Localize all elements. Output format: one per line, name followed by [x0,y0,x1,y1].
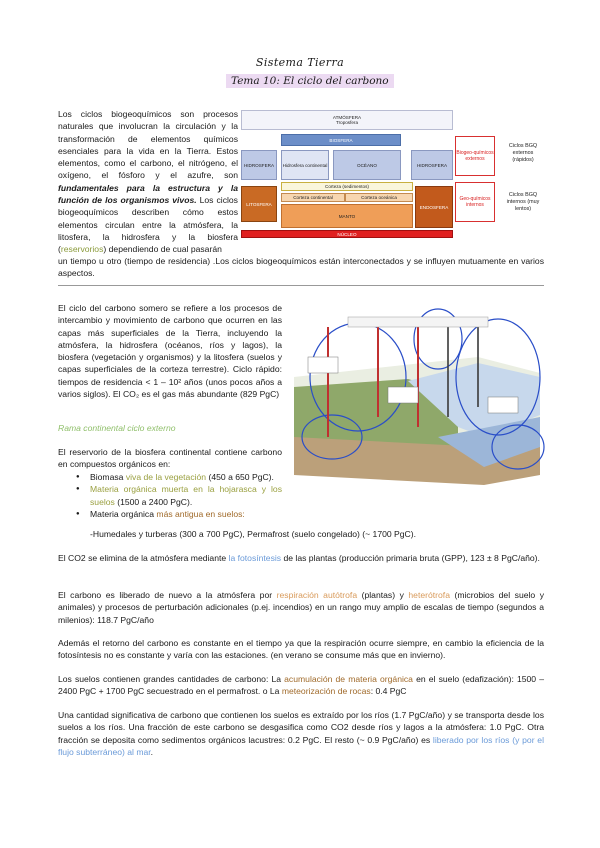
list-item [58,471,282,483]
reservorio-paragraph: El reservorio de la biosfera continental contiene carbono en compuestos orgánicos en: [58,447,282,470]
humedales-line: -Humedales y turberas (300 a 700 PgC), Permafrost (suelo congelado) (~ 1700 PgC). [90,529,417,539]
biogeoquimicos-externos-label: Biogeo-químicos externos [455,136,495,176]
corteza-continental-box: Corteza continental [281,193,345,202]
intro-text-3: ) dependiendo de cual pasarán [103,244,222,255]
spheres-diagram [241,110,546,240]
biomasa-value: (450 a 650 PgC). [206,472,274,482]
rios-paragraph [58,709,544,758]
intro-reservorios: reservorios [60,244,104,255]
intro-emphasis: fundamentales para la estructura y la función de los organismos vivos. [58,182,238,206]
troposfera-label: Troposfera [335,120,359,125]
manto-box: MANTO [281,204,413,228]
page-title: Sistema Tierra [255,56,345,69]
intro-text-1: Los ciclos biogeoquímicos son procesos naturales que involucran la circulación y la transformación de elementos químicos esenciales para la vida en la Tierra. Estos elementos, como el carbono, el nitrógeno, el oxígeno, el fósforo y el azufre, son [58,109,238,181]
heterotrofa-highlight: heterótrofa [408,590,450,600]
intro-text-2: Los ciclos biogeoquímicos describen cómo estos elementos circulan entre la atmósfera, la litosfera, la hidrosfera y la biosfera ( [58,195,238,255]
materia-antigua-highlight: más antigua en suelos: [156,508,245,519]
biosfera-box: BIOSFERA [281,134,401,146]
ciclos-externos-label: Ciclos BGQ externos (rápidos) [508,142,538,163]
rios-text-a: Una cantidad significativa de carbono que contienen los suelos es extraído por los ríos (1.7 PgC/año) y se transporta desde los suelos a los ríos. Una fracción de este carbono se desgasifica como CO2 desde ríos y lagos a la atmósfera: 1.0 PgC. Otra fracción se deposita como sedimentos orgánicos lacustres: 0.2 PgC. El resto (~ 0.9 PgC/año) es [58,710,544,745]
hidrosfera-right-box: HIDROSFERA [411,150,453,180]
section-divider [58,285,544,286]
carbon-cycle-illustration [288,297,546,487]
geoquimicos-internos-label: Geo-químicos internos [455,182,495,222]
nucleo-box: NÚCLEO [241,230,453,238]
liberado-text-c: (microbios del suelo y animales) y procesos de perturbación adicionales (p.ej. incendios) en un rango muy amplio de escalas de tiempo (segundos a milenios): 118.7 PgC/año [58,590,545,625]
suelos-text-b: en el suelo (edafización): 1500 – 2400 PgC + 1700 PgC secuestrado en el permafrost. o La [58,674,544,697]
hidrosfera-left-box: HIDROSFERA [241,150,277,180]
endosfera-box: ENDOSFERA [415,186,453,228]
intro-continuation: un tiempo u otro (tiempo de residencia) .Los ciclos biogeoquímicos están interconectados y se influyen mutuamente en varios aspectos. [58,256,544,279]
suelos-paragraph [58,673,544,698]
biomasa-text: Biomasa [90,472,126,482]
ciclos-internos-label: Ciclos BGQ internos (muy lentos) [506,191,540,212]
suelos-text-c: : 0.4 PgC [370,686,407,697]
rios-text-b: . [150,746,154,757]
materia-muerta-highlight: Materia orgánica muerta en la hojarasca y los suelos [90,484,282,507]
hidrosfera-continental-box: Hidrosfera continental [281,150,329,180]
carbon-cycle-figure [288,297,546,487]
liberado-text-b: (plantas) y [357,590,409,600]
meteorizacion-highlight: meteorización de rocas [281,686,371,697]
reservorio-list [58,471,282,520]
atmosfera-label: ATMÓSFERA [332,115,362,120]
corteza-oceanica-box: Corteza oceánica [345,193,413,202]
biomasa-highlight: viva de la vegetación [125,472,207,482]
liberado-mar-highlight: liberado por los ríos (y por el flujo subterráneo) al mar [58,734,544,757]
litosfera-box: LITOSFERA [241,186,277,222]
acumulacion-highlight: acumulación de materia orgánica [284,674,413,684]
co2-paragraph [58,552,544,564]
rama-continental-heading: Rama continental ciclo externo [58,423,176,433]
fotosintesis-highlight: la fotosíntesis [228,553,282,563]
liberado-paragraph [58,589,544,626]
atmosfera-box [241,110,453,130]
retorno-paragraph: Además el retorno del carbono es constante en el tiempo ya que la respiración ocurre siempre, en cambio la eficiencia de la fotosíntesis no es constante y varía con las estaciones. (en verano se consume más que en invierno). [58,638,544,661]
somero-paragraph: El ciclo del carbono somero se refiere a los procesos de intercambio y movimiento de carbono que ocurren en las capas más superficiales de la Tierra, incluyendo la atmósfera, la hidrosfera (océanos, ríos y lagos), la biosfera (vegetación y organismos) y la litosfera (suelos y capas superficiales de la corteza terrestre). Ciclo rápido: tiempos de residencia < 1 – 10² años (unos pocos años a varios siglos). El CO₂ es el gas más abundante (829 PgC) [58,303,282,400]
list-item [58,483,282,508]
intro-paragraph [58,108,238,256]
materia-antigua-text: Materia orgánica [90,508,157,519]
corteza-sedimentos-box: Corteza (sedimentos) [281,182,413,191]
respiracion-autotrofa-highlight: respiración autótrofa [276,590,358,600]
suelos-text-a: Los suelos contienen grandes cantidades de carbono: La [58,674,285,684]
materia-muerta-value: (1500 a 2400 PgC). [114,496,193,507]
oceano-box: OCÉANO [333,150,401,180]
co2-text-b: de las plantas (producción primaria bruta (GPP), 123 ± 8 PgC/año). [281,553,540,563]
co2-text-a: El CO2 se elimina de la atmósfera mediante [58,553,229,563]
list-item [58,508,282,520]
page-subtitle: Tema 10: El ciclo del carbono [226,74,394,88]
liberado-text-a: El carbono es liberado de nuevo a la atmósfera por [58,590,277,600]
